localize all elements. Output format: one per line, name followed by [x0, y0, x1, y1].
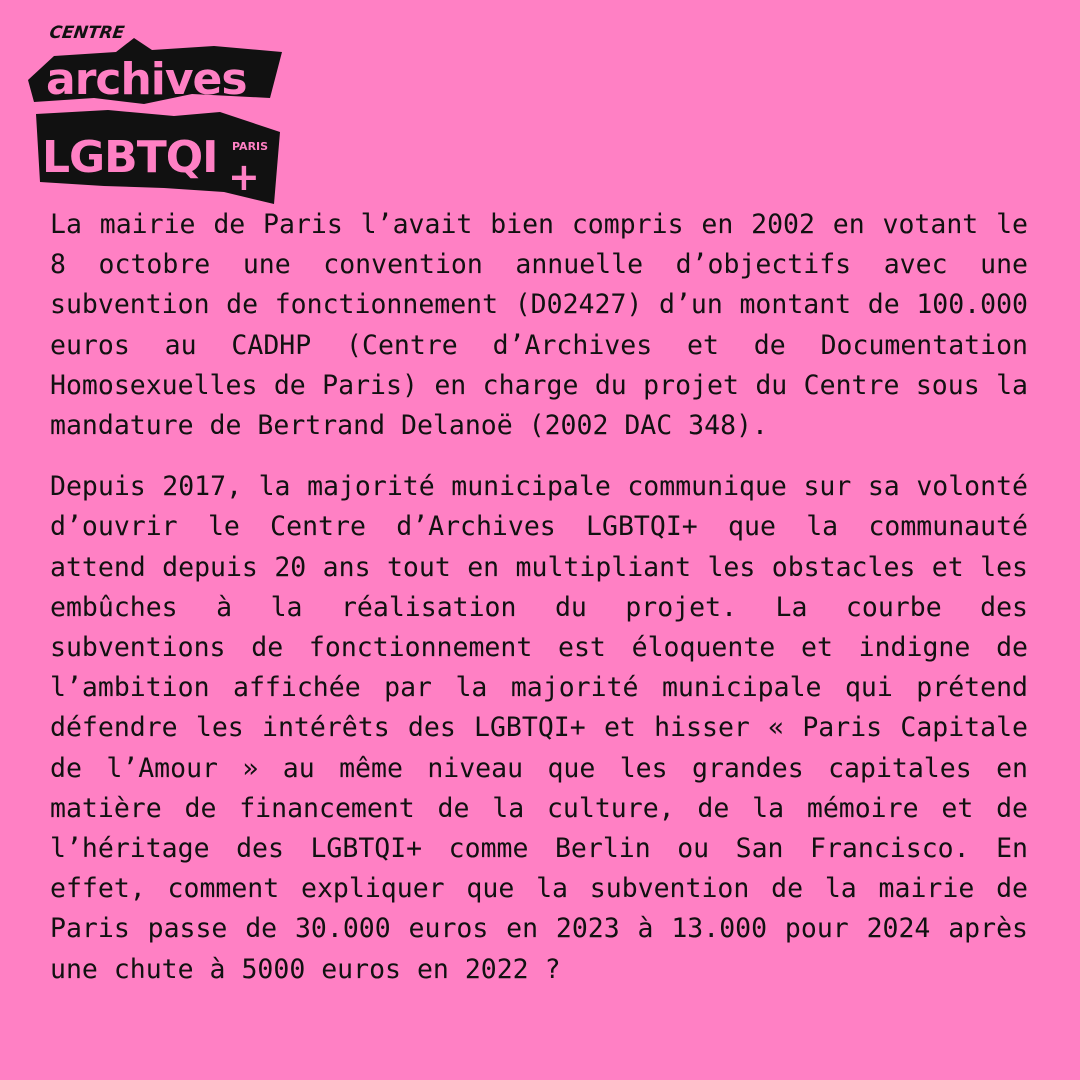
logo-city: PARIS [232, 140, 269, 153]
logo-second-word: LGBTQI [42, 132, 218, 183]
paragraph-2: Depuis 2017, la majorité municipale communique sur sa volonté d’ouvrir le Centre d’Archives LGBTQI+ que la communauté attend depuis 20 ans tout en multipliant les obstacles et les embûches à la réalisation du projet. La courbe des subventions de fonctionnement est éloquente et indigne de l’ambition affichée par la majorité municipale qui prétend défendre les intérêts des LGBTQI+ et hisser « Paris Capitale de l’Amour » au même niveau que les grandes capitales en matière de financement de la culture, de la mémoire et de l’héritage des LGBTQI+ comme Berlin ou San Francisco. En effet, comment expliquer que la subvention de la mairie de Paris passe de 30.000 euros en 2023 à 13.000 pour 2024 après une chute à 5000 euros en 2022 ? [50, 471, 1028, 985]
logo-top-word: CENTRE [48, 23, 126, 43]
article-body [50, 205, 1028, 1011]
centre-archives-logo [24, 16, 286, 208]
logo-plus: + [228, 155, 260, 199]
logo-main-word: archives [46, 54, 247, 105]
paragraph-1: La mairie de Paris l’avait bien compris en 2002 en votant le 8 octobre une convention annuelle d’objectifs avec une subvention de fonctionnement (D02427) d’un montant de 100.000 euros au CADHP (Centre d’Archives et de Documentation Homosexuelles de Paris) en charge du projet du Centre sous la mandature de Bertrand Delanoë (2002 DAC 348). [50, 209, 1028, 442]
